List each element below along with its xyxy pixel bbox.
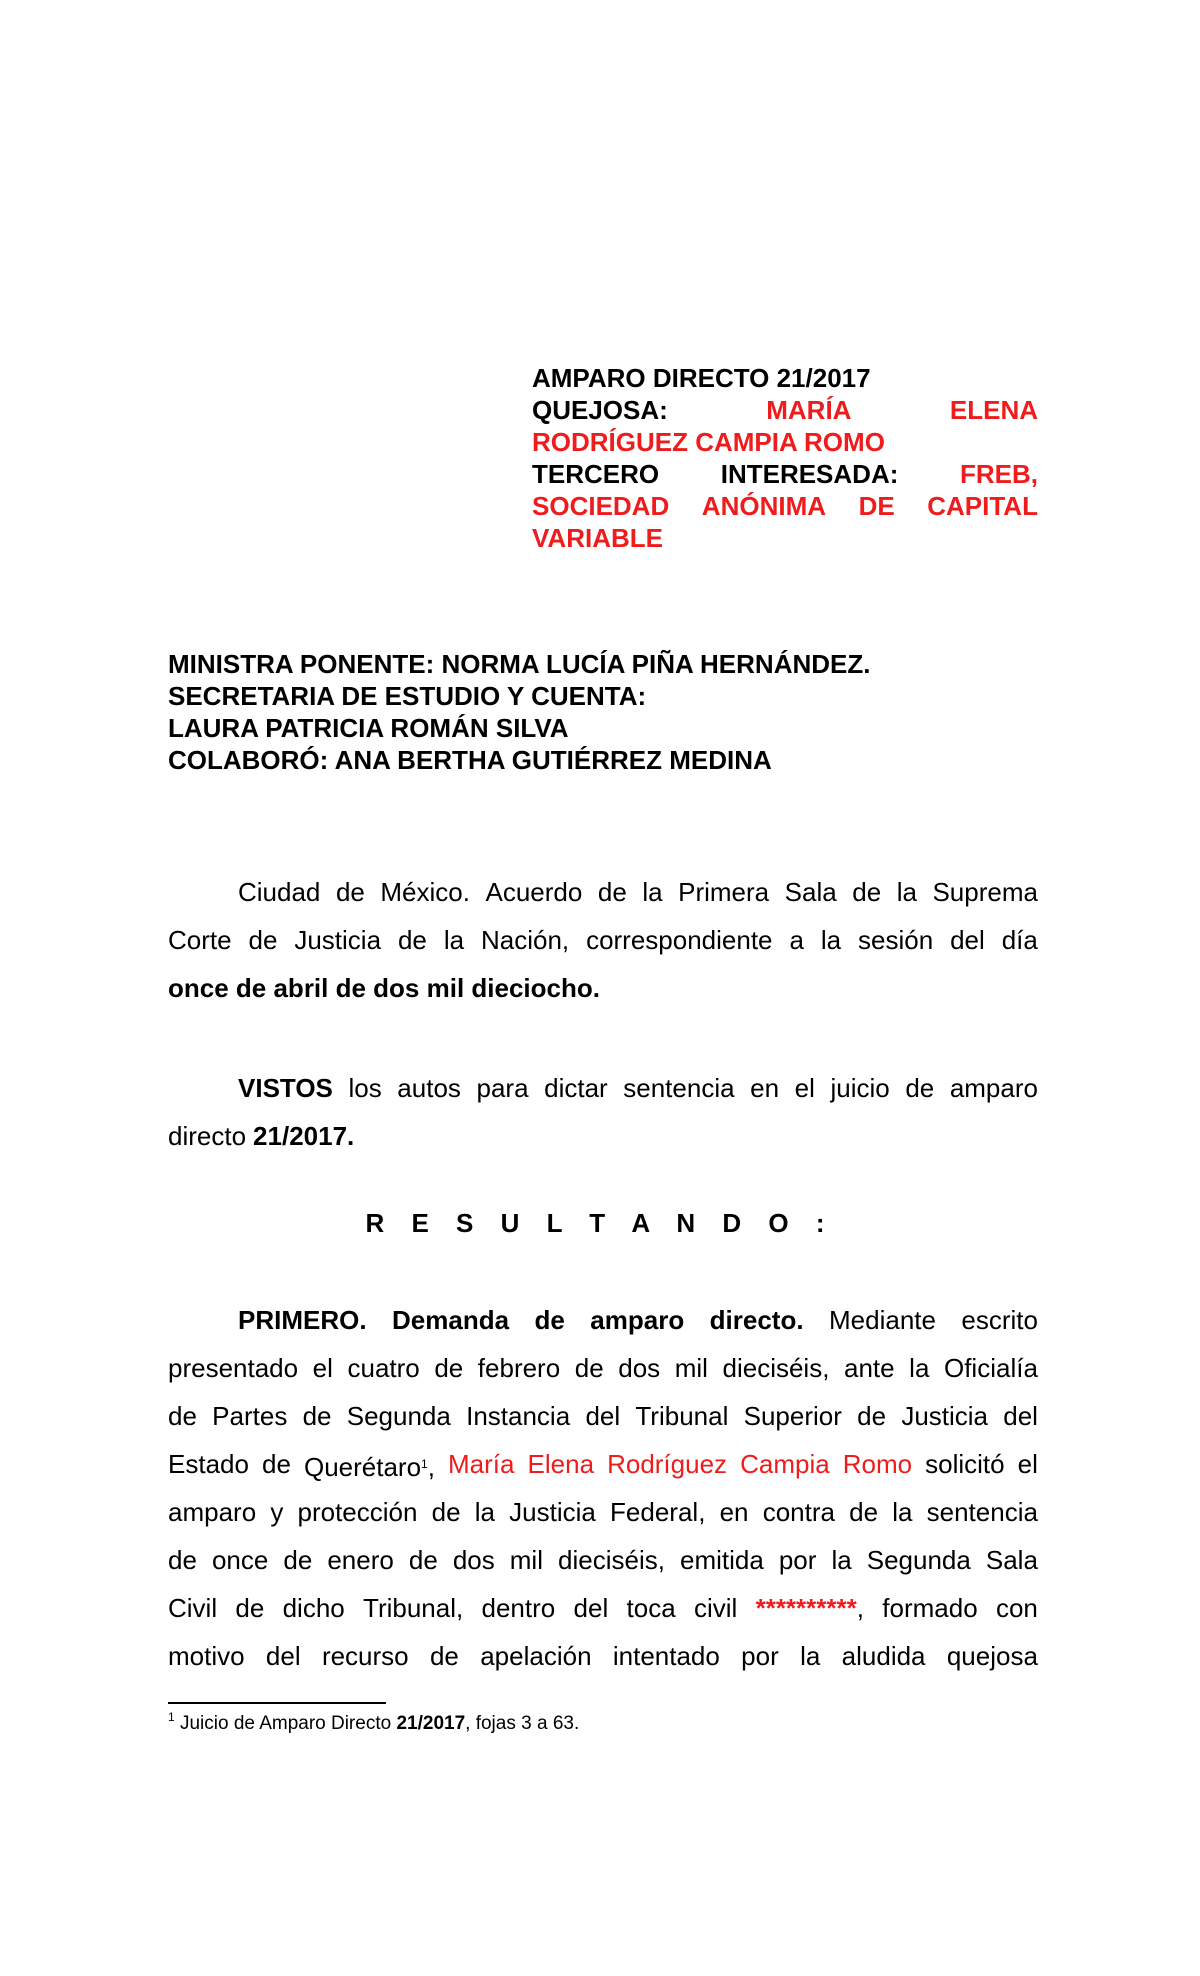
tercero-label-2: INTERESADA: [720, 459, 899, 489]
case-number: 21/2017. [253, 1121, 355, 1151]
word: Justicia [901, 1401, 989, 1431]
word: juicio [830, 1073, 890, 1103]
footnote-case-number: 21/2017 [396, 1713, 466, 1734]
word: el [312, 1353, 333, 1383]
word: intentado [612, 1641, 720, 1671]
word: Justicia [294, 925, 382, 955]
word: Corte [168, 925, 232, 955]
vistos-line-1 [168, 1064, 1038, 1112]
word: día [1001, 925, 1038, 955]
word: de [431, 1497, 461, 1527]
word: Elena [527, 1449, 595, 1479]
word: Federal, [610, 1497, 706, 1527]
word: Partes [212, 1401, 288, 1431]
word: los [348, 1073, 382, 1103]
word: el [1017, 1449, 1038, 1479]
word: dieciséis, [722, 1353, 830, 1383]
word: de [283, 1545, 313, 1575]
redacted-with-comma [756, 1584, 864, 1632]
word: civil [693, 1593, 738, 1623]
word: Estado [168, 1449, 249, 1479]
word: en [719, 1497, 749, 1527]
word: presentado [168, 1353, 299, 1383]
ponente-block [168, 648, 1038, 776]
word: cuatro [347, 1353, 420, 1383]
footnote-text: Juicio de Amparo Directo [179, 1713, 392, 1734]
word: dictar [544, 1073, 608, 1103]
word: del [573, 1593, 609, 1623]
word: autos [397, 1073, 461, 1103]
footnote-marker[interactable]: 1 [421, 1457, 428, 1471]
word: la [474, 1497, 495, 1527]
intro-line-3 [168, 964, 1038, 1012]
word: y [270, 1497, 284, 1527]
amparo-number: AMPARO DIRECTO 21/2017 [532, 363, 871, 393]
word: Querétaro [303, 1452, 422, 1482]
word: de [857, 1401, 887, 1431]
word: correspondiente [586, 925, 773, 955]
word: la [443, 925, 465, 955]
word: del [950, 925, 985, 955]
word: CAPITAL [927, 491, 1038, 521]
word: enero [327, 1545, 394, 1575]
tercero-name-1: FREB, [959, 459, 1038, 489]
word: Segunda [866, 1545, 971, 1575]
secretaria-name: LAURA PATRICIA ROMÁN SILVA [168, 713, 569, 743]
word: dos [618, 1353, 661, 1383]
primero-line-3 [168, 1392, 1038, 1440]
word: dicho [282, 1593, 345, 1623]
word: once [211, 1545, 269, 1575]
redacted-toca: ********** [755, 1593, 857, 1623]
word: Rodríguez [607, 1449, 728, 1479]
word: amparo [949, 1073, 1038, 1103]
word: de [397, 925, 427, 955]
word: Sala [784, 877, 837, 907]
word: de [302, 1401, 332, 1431]
colaboro: COLABORÓ: ANA BERTHA GUTIÉRREZ MEDINA [168, 745, 772, 775]
word: directo [168, 1121, 247, 1151]
footnote-number: 1 [168, 1710, 175, 1724]
word: de [849, 1497, 879, 1527]
word: SOCIEDAD [532, 491, 670, 521]
word: del [1003, 1401, 1038, 1431]
word: la [642, 877, 663, 907]
word: toca [626, 1593, 676, 1623]
word: motivo [168, 1641, 245, 1671]
primero-line-5 [168, 1488, 1038, 1536]
primero-line-6 [168, 1536, 1038, 1584]
word: Romo [842, 1449, 913, 1479]
word: de [534, 1305, 565, 1335]
secretaria-label: SECRETARIA DE ESTUDIO Y CUENTA: [168, 681, 647, 711]
word: Instancia [466, 1401, 571, 1431]
word: Justicia [509, 1497, 596, 1527]
footnote-separator [168, 1702, 386, 1704]
session-date: once de abril de dos mil dieciocho. [168, 973, 600, 1003]
quejosa-name-1: MARÍA [766, 395, 852, 425]
word: ante [844, 1353, 895, 1383]
word: escrito [961, 1305, 1038, 1335]
word: Tribunal, [363, 1593, 464, 1623]
word: de [168, 1545, 197, 1575]
word: febrero [477, 1353, 561, 1383]
word: dieciséis, [558, 1545, 665, 1575]
word: Suprema [932, 877, 1038, 907]
word: apelación [480, 1641, 592, 1671]
word: mil [509, 1545, 543, 1575]
word: la [831, 1545, 852, 1575]
word: solicitó [925, 1449, 1005, 1479]
intro-line-2 [168, 916, 1038, 964]
tercero-name-line-3: VARIABLE [532, 523, 663, 553]
word: de [168, 1401, 197, 1431]
vistos-bold: VISTOS [238, 1073, 333, 1103]
word: Nación, [480, 925, 570, 955]
word: de [429, 1641, 459, 1671]
primero-line-1 [168, 1296, 1038, 1344]
case-header [532, 362, 1038, 554]
footnote [168, 1710, 579, 1735]
word: por [778, 1545, 817, 1575]
word: amparo [590, 1305, 685, 1335]
word: Tribunal [635, 1401, 729, 1431]
word: para [476, 1073, 529, 1103]
word: de [335, 877, 365, 907]
word: Mediante [829, 1305, 936, 1335]
primero-bold: PRIMERO. [238, 1305, 367, 1335]
word: en [750, 1073, 780, 1103]
word: de [408, 1545, 438, 1575]
quejosa-name-2: ELENA [949, 395, 1038, 425]
word: con [995, 1593, 1038, 1623]
word: Superior [743, 1401, 842, 1431]
word: del [265, 1641, 301, 1671]
word: de [262, 1449, 291, 1479]
word: Demanda [392, 1305, 510, 1335]
word: de [597, 877, 627, 907]
word: Segunda [346, 1401, 451, 1431]
intro-paragraph [168, 868, 1038, 1012]
word: Civil [168, 1593, 218, 1623]
tercero-line [532, 458, 1038, 490]
primero-line-2 [168, 1344, 1038, 1392]
word: Ciudad [238, 877, 321, 907]
primero-line-8 [168, 1632, 1038, 1680]
word: sentencia [926, 1497, 1038, 1527]
word: dentro [481, 1593, 556, 1623]
tercero-label-1: TERCERO [532, 459, 660, 489]
word: quejosa [946, 1641, 1038, 1671]
quejosa-name-3: RODRÍGUEZ CAMPIA ROMO [532, 427, 885, 457]
word: a [789, 925, 804, 955]
word: por [741, 1641, 779, 1671]
word: contra [762, 1497, 835, 1527]
word: Oficialía [943, 1353, 1038, 1383]
word: aludida [841, 1641, 926, 1671]
word: , [856, 1593, 864, 1623]
word: directo. [709, 1305, 804, 1335]
word: emitida [679, 1545, 764, 1575]
word: amparo [168, 1497, 257, 1527]
word: recurso [321, 1641, 409, 1671]
word: Acuerdo [485, 877, 583, 907]
word: de [434, 1353, 464, 1383]
word: dos [452, 1545, 495, 1575]
word: María [448, 1449, 515, 1479]
vistos-line-2 [168, 1112, 1038, 1160]
word: DE [858, 491, 895, 521]
word: la [896, 877, 917, 907]
word: protección [297, 1497, 418, 1527]
word: México. [380, 877, 470, 907]
word-with-footnote: Querétaro$^1$, [304, 1440, 435, 1488]
word: Primera [678, 877, 770, 907]
tercero-name-line-2 [532, 490, 1038, 522]
word: de [852, 877, 882, 907]
word: de [905, 1073, 935, 1103]
quejosa-label: QUEJOSA: [532, 395, 668, 425]
word: del [585, 1401, 621, 1431]
word: la [892, 1497, 913, 1527]
resultando-heading: R E S U L T A N D O : [365, 1208, 835, 1238]
word: la [820, 925, 842, 955]
word: de [248, 925, 278, 955]
intro-line-1 [168, 868, 1038, 916]
vistos-paragraph [168, 1064, 1038, 1160]
word: de [235, 1593, 265, 1623]
word: sesión [858, 925, 934, 955]
word: ANÓNIMA [701, 491, 827, 521]
word: mil [674, 1353, 708, 1383]
primero-line-7 [168, 1584, 1038, 1632]
word: sentencia [623, 1073, 735, 1103]
ministra-ponente: MINISTRA PONENTE: NORMA LUCÍA PIÑA HERNÁNDEZ. [168, 649, 871, 679]
word: la [800, 1641, 821, 1671]
word: de [574, 1353, 604, 1383]
word: la [909, 1353, 930, 1383]
word: Campia [740, 1449, 830, 1479]
primero-paragraph [168, 1296, 1038, 1680]
word: formado [882, 1593, 978, 1623]
word: el [794, 1073, 815, 1103]
word: Sala [985, 1545, 1038, 1575]
footnote-text-tail: , fojas 3 a 63. [465, 1713, 580, 1734]
primero-line-4 [168, 1440, 1038, 1488]
quejosa-line [532, 394, 1038, 426]
